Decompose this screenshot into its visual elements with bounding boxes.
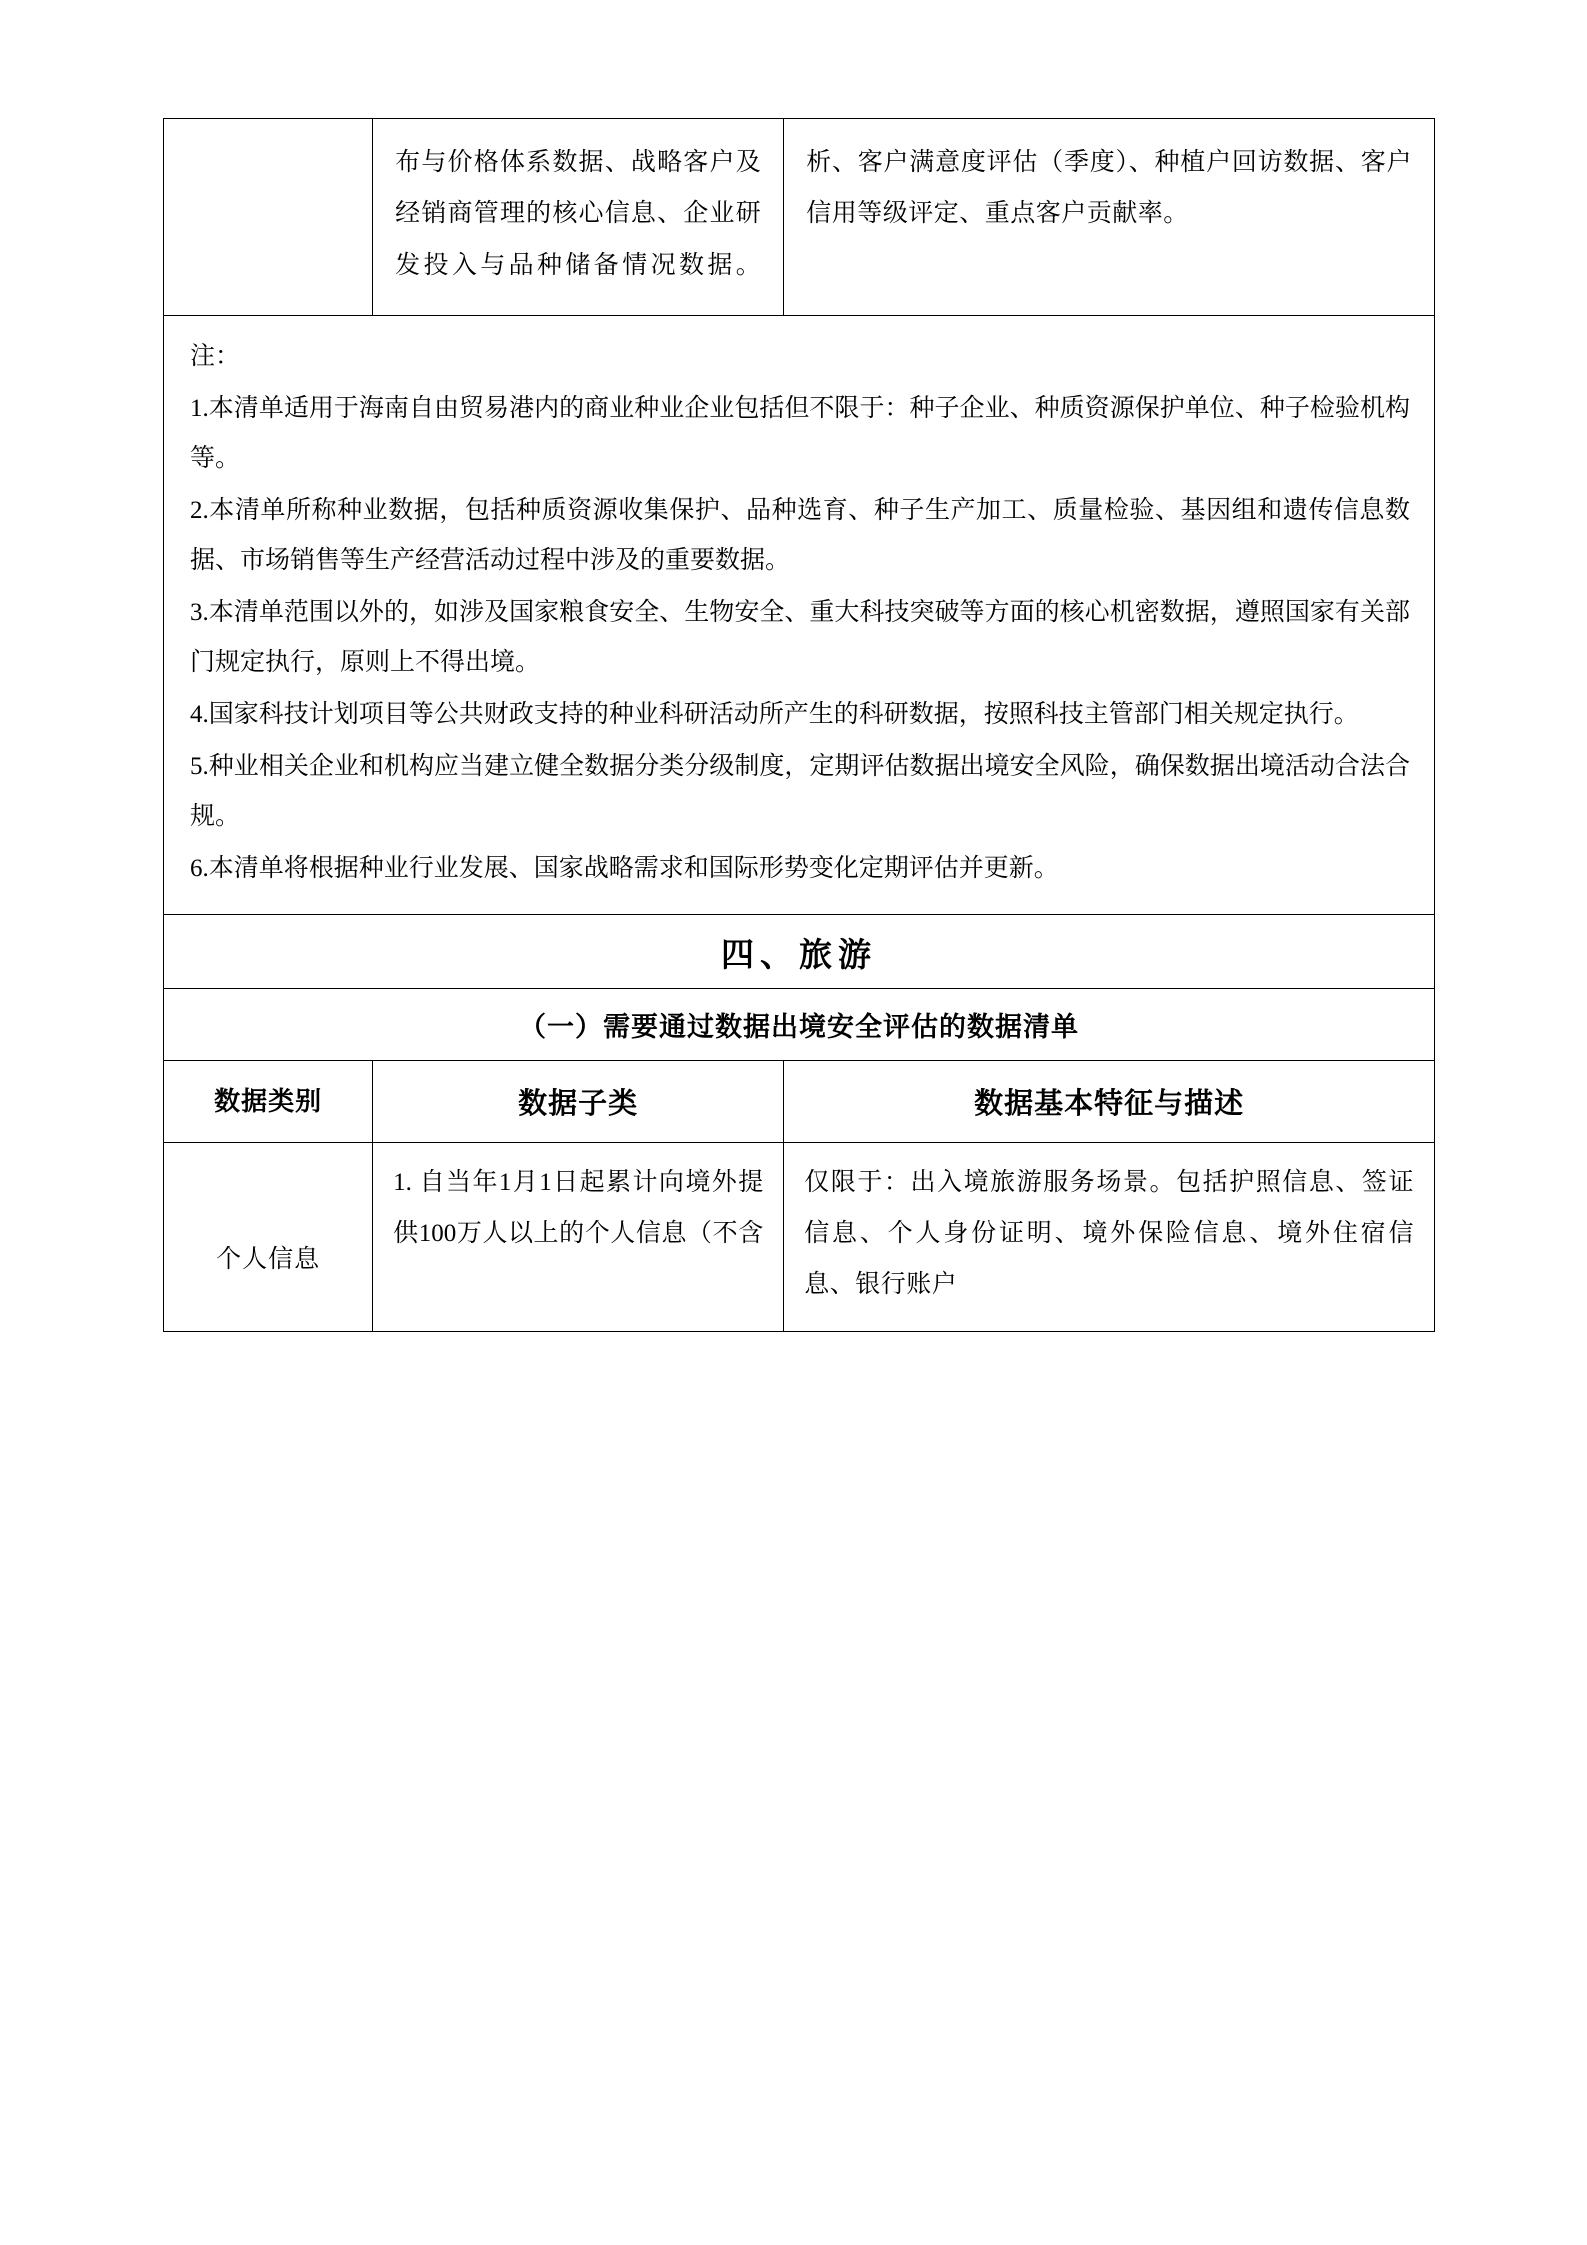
- header-description-label: 数据基本特征与描述: [974, 1087, 1245, 1120]
- row-description-cell: [784, 1142, 1435, 1331]
- subsection-title-cell: [164, 988, 1435, 1060]
- header-cell-description: [784, 1060, 1435, 1142]
- continued-description-text: 析、客户满意度评估（季度）、种植户回访数据、客户信用等级评定、重点客户贡献率。: [806, 149, 1412, 228]
- subsection-title: （一）需要通过数据出境安全评估的数据清单: [519, 1011, 1079, 1042]
- continued-data-table: [163, 118, 1435, 1332]
- continued-category-text: [164, 119, 372, 161]
- section-title-cell: [164, 914, 1435, 988]
- note-item-5: 5.种业相关企业和机构应当建立健全数据分类分级制度，定期评估数据出境安全风险，确保数据出境活动合法合规。: [190, 752, 1410, 830]
- continued-subtype-cell: [373, 119, 784, 316]
- row-subtype-cell: [373, 1142, 784, 1331]
- row-category-text: 个人信息: [216, 1245, 321, 1273]
- header-cell-subtype: [373, 1060, 784, 1142]
- row-category-cell: [164, 1142, 373, 1331]
- note-item-6: 6.本清单将根据种业行业发展、国家战略需求和国际形势变化定期评估并更新。: [190, 854, 1059, 882]
- notes-label: 注：: [190, 342, 241, 370]
- notes-block: [164, 316, 1434, 914]
- row-subtype-text: 1. 自当年1月1日起累计向境外提供100万人以上的个人信息（不含: [393, 1168, 764, 1247]
- table-row: [164, 1142, 1435, 1331]
- header-subtype-label: 数据子类: [518, 1087, 639, 1120]
- notes-cell: [164, 315, 1435, 914]
- continued-subtype-text: 布与价格体系数据、战略客户及经销商管理的核心信息、企业研发投入与品种储备情况数据。: [395, 149, 762, 279]
- note-item-1: 1.本清单适用于海南自由贸易港内的商业种业企业包括但不限于：种子企业、种质资源保护单位、种子检验机构等。: [190, 394, 1410, 472]
- continued-category-cell: [164, 119, 373, 316]
- note-item-3: 3.本清单范围以外的，如涉及国家粮食安全、生物安全、重大科技突破等方面的核心机密数据，遵照国家有关部门规定执行，原则上不得出境。: [190, 598, 1410, 676]
- note-item-2: 2.本清单所称种业数据，包括种质资源收集保护、品种选育、种子生产加工、质量检验、基因组和遗传信息数据、市场销售等生产经营活动过程中涉及的重要数据。: [190, 496, 1410, 574]
- header-category-label: 数据类别: [214, 1086, 323, 1116]
- header-cell-category: [164, 1060, 373, 1142]
- row-description-text: 仅限于：出入境旅游服务场景。包括护照信息、签证信息、个人身份证明、境外保险信息、境外住宿信息、银行账户: [804, 1168, 1414, 1299]
- table-header-row: [164, 1060, 1435, 1142]
- notes-row: [164, 315, 1435, 914]
- section-title-row: [164, 914, 1435, 988]
- note-item-4: 4.国家科技计划项目等公共财政支持的种业科研活动所产生的科研数据，按照科技主管部门相关规定执行。: [190, 700, 1359, 728]
- continued-description-cell: [784, 119, 1435, 316]
- table-row: [164, 119, 1435, 316]
- subsection-title-row: [164, 988, 1435, 1060]
- section-title: 四、旅游: [721, 935, 877, 973]
